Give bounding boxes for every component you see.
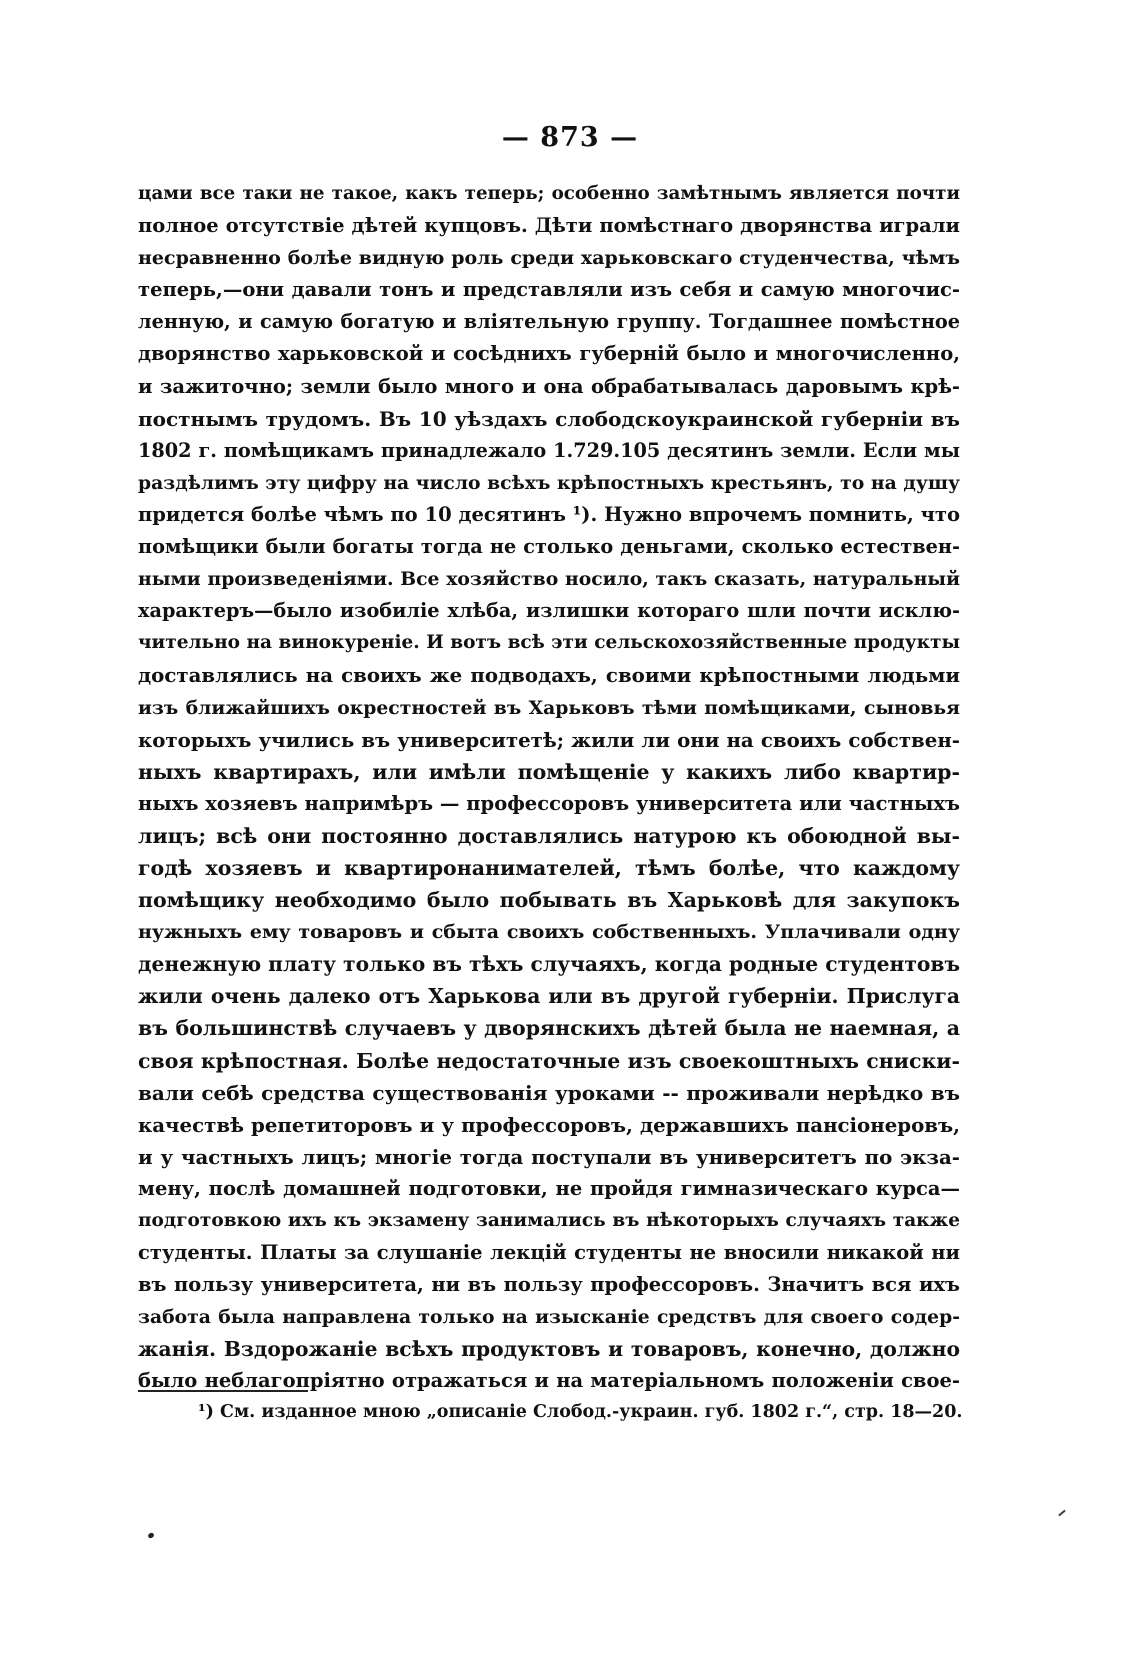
body-text <box>138 178 960 1398</box>
text-line: годѣ хозяевъ и квартиронанимателей, тѣмъ болѣе, что каждому <box>138 855 960 880</box>
text-line: несравненно болѣе видную роль среди харьковскаго студенчества, чѣмъ <box>138 247 960 270</box>
footnote-divider <box>138 1390 308 1392</box>
text-line: помѣщики были богаты тогда не столько деньгами, сколько естествен- <box>138 535 960 559</box>
text-line: забота была направлена только на изысканіе средствъ для своего содер- <box>138 1306 960 1329</box>
text-line: теперь,—они давали тонъ и представляли изъ себя и самую многочис- <box>138 278 960 302</box>
text-line: качествѣ репетиторовъ и у профессоровъ, державшихъ пансіонеровъ, <box>138 1112 960 1137</box>
text-line: студенты. Платы за слушаніе лекцій студенты не вносили никакой ни <box>138 1241 960 1265</box>
text-line: полное отсутствіе дѣтей купцовъ. Дѣти помѣстнаго дворянства играли <box>138 214 960 238</box>
text-line: было неблагопріятно отражаться и на матеріальномъ положеніи свое- <box>138 1369 960 1393</box>
page-number: — 873 — <box>501 122 639 153</box>
text-line: помѣщику необходимо было побывать въ Харьковѣ для закупокъ <box>138 888 960 913</box>
text-line: денежную плату только въ тѣхъ случаяхъ, когда родные студентовъ <box>138 952 960 977</box>
text-line: доставлялись на своихъ же подводахъ, своими крѣпостными людьми <box>138 663 960 688</box>
text-line: ными произведеніями. Все хозяйство носило, такъ сказать, натуральный <box>138 568 960 591</box>
text-line: своя крѣпостная. Болѣе недостаточные изъ своекоштныхъ сниски- <box>138 1048 960 1073</box>
text-line: подготовкою ихъ къ экзамену занимались въ нѣкоторыхъ случаяхъ также <box>138 1210 960 1231</box>
text-line: изъ ближайшихъ окрестностей въ Харьковъ тѣми помѣщиками, сыновья <box>138 696 960 719</box>
text-line: чительно на винокуреніе. И вотъ всѣ эти сельскохозяйственные продукты <box>138 632 960 654</box>
text-line: мену, послѣ домашней подготовки, не пройдя гимназическаго курса— <box>138 1176 960 1200</box>
text-line: раздѣлимъ эту цифру на число всѣхъ крѣпостныхъ крестьянъ, то на душу <box>138 471 960 494</box>
text-line: 1802 г. помѣщикамъ принадлежало 1.729.105 десятинъ земли. Если мы <box>138 438 960 462</box>
text-line: которыхъ учились въ университетѣ; жили ли они на своихъ собствен- <box>138 727 960 752</box>
footnote: ¹) См. изданное мною „описаніе Слобод.-украин. губ. 1802 г.“, стр. 18—20. <box>198 1402 963 1422</box>
text-line: въ большинствѣ случаевъ у дворянскихъ дѣтей была не наемная, а <box>138 1016 960 1041</box>
text-line: и у частныхъ лицъ; многіе тогда поступали въ университетъ по экза- <box>138 1144 960 1169</box>
text-line: и зажиточно; земли было много и она обрабатывалась даровымъ крѣ- <box>138 374 960 398</box>
scan-speck-mark <box>147 1532 155 1539</box>
text-line: характеръ—было изобиліе хлѣба, излишки котораго шли почти исклю- <box>138 599 960 623</box>
text-line: ленную, и самую богатую и вліятельную группу. Тогдашнее помѣстное <box>138 310 960 334</box>
scan-speck-mark <box>1058 1510 1065 1517</box>
text-line: нужныхъ ему товаровъ и сбыта своихъ собственныхъ. Уплачивали одну <box>138 921 960 944</box>
text-line: жанія. Вздорожаніе всѣхъ продуктовъ и товаровъ, конечно, должно <box>138 1337 960 1362</box>
text-line: ныхъ хозяевъ напримѣръ — профессоровъ университета или частныхъ <box>138 791 960 815</box>
text-line: дворянство харьковской и сосѣднихъ губерній было и многочисленно, <box>138 342 960 366</box>
text-line: въ пользу университета, ни въ пользу профессоровъ. Значитъ вся ихъ <box>138 1273 960 1297</box>
text-line: лицъ; всѣ они постоянно доставлялись натурою къ обоюдной вы- <box>138 823 960 848</box>
text-line: постнымъ трудомъ. Въ 10 уѣздахъ слободскоукраинской губерніи въ <box>138 406 960 431</box>
text-line: вали себѣ средства существованія уроками -- проживали нерѣдко въ <box>138 1080 960 1105</box>
text-line: придется болѣе чѣмъ по 10 десятинъ ¹). Нужно впрочемъ помнить, что <box>138 502 960 526</box>
text-line: жили очень далеко отъ Харькова или въ другой губерніи. Прислуга <box>138 984 960 1009</box>
text-line: цами все таки не такое, какъ теперь; особенно замѣтнымъ является почти <box>138 183 960 204</box>
text-line: ныхъ квартирахъ, или имѣли помѣщеніе у какихъ либо квартир- <box>138 759 960 784</box>
